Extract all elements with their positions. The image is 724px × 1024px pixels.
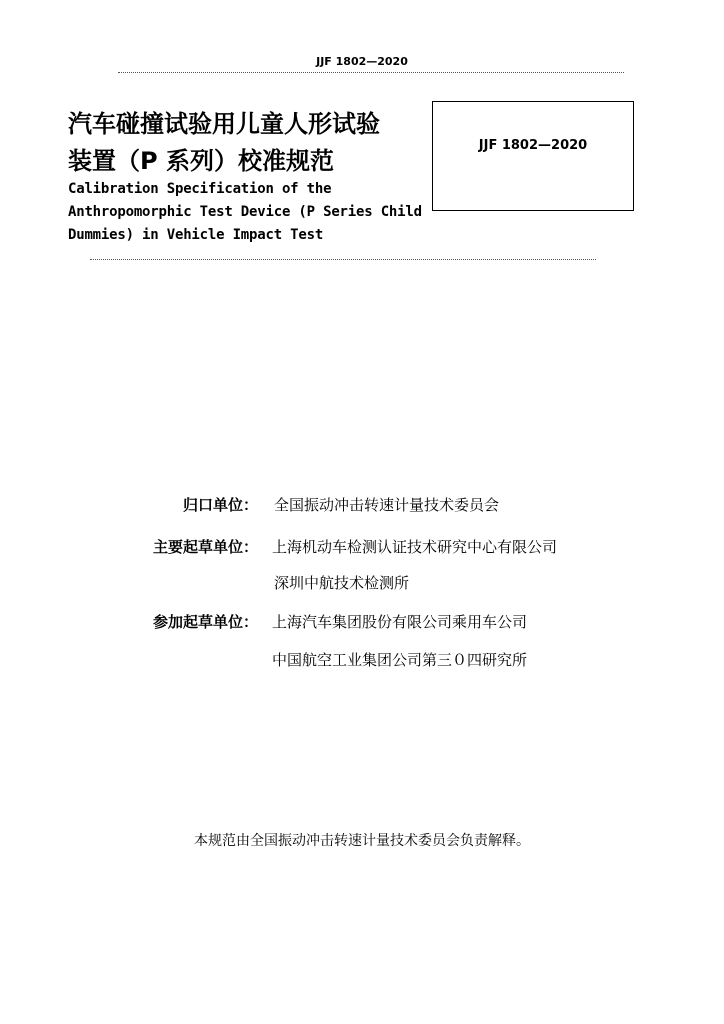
participating-unit-row [0,611,724,637]
chinese-title-line-2: 装置（P 系列）校准规范 [68,147,334,175]
responsible-unit-label: 归口单位： [182,496,258,514]
interpretation-note: 本规范由全国振动冲击转速计量技术委员会负责解释。 [194,833,530,849]
participating-unit-value: 上海汽车集团股份有限公司乘用车公司 [272,613,528,631]
main-drafting-unit-row [0,536,724,562]
responsible-unit-value: 全国振动冲击转速计量技术委员会 [274,496,500,514]
english-title-line-3: Dummies) in Vehicle Impact Test [68,227,324,243]
main-drafting-unit-row [0,572,724,598]
specification-code: JJF 1802—2020 [478,138,588,153]
main-drafting-unit-value: 上海机动车检测认证技术研究中心有限公司 [272,538,558,556]
chinese-title-line-1: 汽车碰撞试验用儿童人形试验 [68,110,380,138]
header-divider [118,72,624,73]
main-drafting-unit-value: 深圳中航技术检测所 [274,574,410,592]
participating-unit-row [0,649,724,675]
chinese-title [68,106,428,180]
specification-code-box [432,101,634,211]
english-title [68,178,428,247]
english-title-line-2: Anthropomorphic Test Device (P Series Child [68,204,422,220]
participating-unit-label: 参加起草单位： [152,613,258,631]
running-header-code: JJF 1802—2020 [316,55,408,68]
main-drafting-unit-label: 主要起草单位： [152,538,258,556]
responsible-unit-row [0,494,724,520]
title-divider [90,259,596,260]
english-title-line-1: Calibration Specification of the [68,181,332,197]
participating-unit-value: 中国航空工业集团公司第三０四研究所 [272,651,528,669]
